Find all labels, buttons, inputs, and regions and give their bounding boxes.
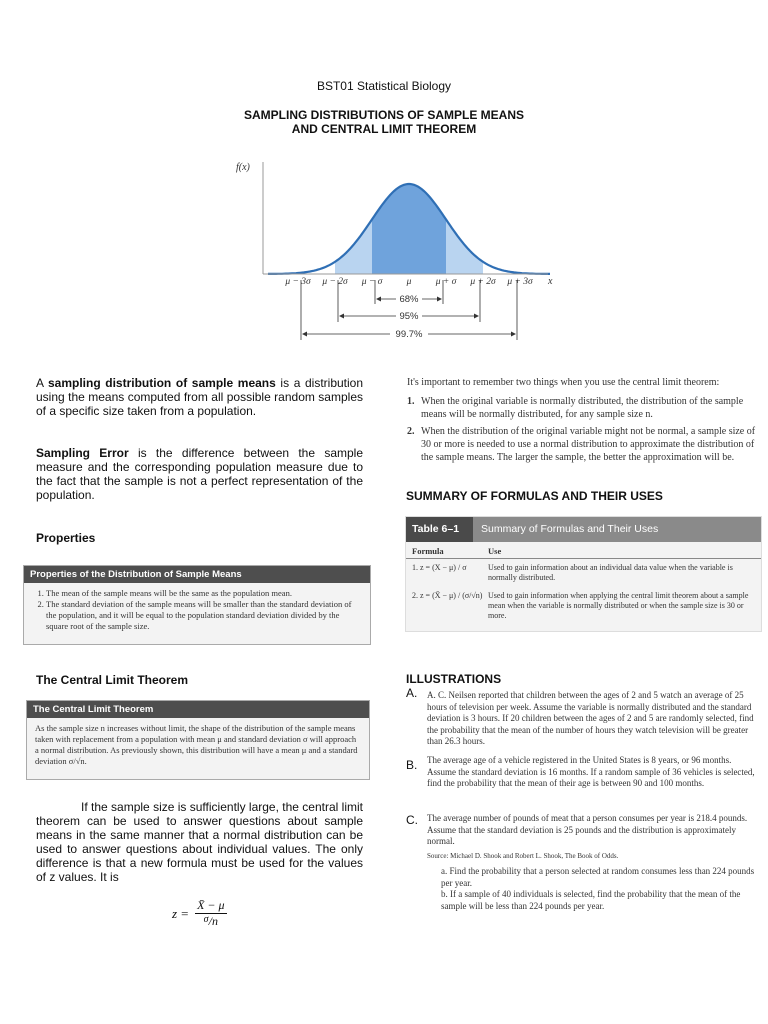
- x-tick-label: μ − 3σ: [285, 277, 311, 287]
- illustration-c-text: The average number of pounds of meat that a person consumes per year is 218.4 pounds. Assume that the standard deviation is 25 pounds and the distribution is approximately normal. Source: Michael D. Shook and Robert L. Shook, The Book of Odds. a. Find the probability that a person selected at random consumes less than 224 pounds per year. b. If a sample of 40 individuals is selected, find the probability that the mean of the sample will be less than 224 pounds per year.: [427, 813, 762, 912]
- label-99-7-percent: 99.7%: [395, 329, 423, 340]
- properties-box: [23, 565, 371, 645]
- label-68-percent: 68%: [399, 294, 419, 305]
- property-item: 2. The standard deviation of the sample means will be smaller than the standard deviation of the population, and it will be equal to the population standard deviation divided by the square root of the sample size.: [46, 599, 362, 632]
- illustration-b-letter: B.: [406, 758, 418, 772]
- properties-box-title: Properties of the Distribution of Sample Means: [24, 566, 370, 583]
- reminder-item: 1. When the original variable is normally distributed, the distribution of the sample means will be normally distributed, for any sample size n.: [407, 396, 744, 420]
- summary-heading: SUMMARY OF FORMULAS AND THEIR USES: [406, 489, 663, 503]
- table-title: Summary of Formulas and Their Uses: [473, 517, 761, 542]
- normal-curve-figure: [230, 152, 560, 348]
- x-tick-label: μ − σ: [361, 277, 383, 287]
- area-68-percent: [372, 184, 446, 274]
- def1-pre: A: [36, 376, 48, 390]
- clt-box-title: The Central Limit Theorem: [27, 701, 369, 718]
- properties-box-body: [24, 583, 370, 637]
- col-use: Use: [488, 546, 502, 556]
- x-axis-label: x: [548, 276, 553, 287]
- table-label: Table 6–1: [406, 517, 473, 542]
- illustration-a-letter: A.: [406, 686, 418, 700]
- x-tick-label: μ + 2σ: [470, 277, 496, 287]
- illustration-a-text: A. C. Neilsen reported that children between the ages of 2 and 5 watch an average of 25 hours of television per week. Assume the variable is normally distributed and the standard deviation is 3 hours. If 20 children between the ages of 2 and 5 are randomly selected, find the probability that the mean of the number of hours they watch television will be greater than 26.3 hours.: [427, 690, 754, 746]
- clt-box-body: As the sample size n increases without limit, the shape of the distribution of the sample means taken with replacement from a population with mean μ and standard deviation σ will approach a normal distribution. As previously shown, this distribution will have a mean μ and a standard deviation σ/√n.: [35, 723, 358, 766]
- definition-sampling-distribution: [36, 376, 363, 418]
- properties-heading: Properties: [36, 531, 96, 545]
- illustration-c-source: Source: Michael D. Shook and Robert L. Shook, The Book of Odds.: [427, 851, 619, 860]
- illustration-c-sub: b. If a sample of 40 individuals is selected, find the probability that the mean of the sample will be less than 224 pounds per year.: [441, 889, 741, 911]
- table-row: 1. z = (X − μ) / σ Used to gain information about an individual data value when the variable is normally distributed.: [412, 563, 733, 582]
- formula-numerator: X̄ − μ: [197, 898, 225, 912]
- formula-denominator: $^\sigma$/n: [203, 914, 218, 928]
- x-tick-label: μ + 3σ: [507, 277, 533, 287]
- illustration-b-text: The average age of a vehicle registered in the United States is 8 years, or 96 months. Assume the standard deviation is 16 months. If a random sample of 36 vehicles is selected, find the probability that the mean of their age is between 90 and 100 months.: [427, 755, 755, 788]
- formula-table: [405, 516, 762, 632]
- col-formula: Formula: [412, 546, 444, 556]
- x-tick-label: μ: [406, 277, 412, 287]
- label-95-percent: 95%: [399, 311, 419, 322]
- table-row: 2. z = (X̄ − μ) / (σ/√n) Used to gain information when applying the central limit theorem about a sample mean when the variable is normally distributed or when the sample size is 30 or more.: [412, 591, 749, 620]
- def2-term: Sampling Error: [36, 446, 129, 460]
- property-item: 1. The mean of the sample means will be the same as the population mean.: [46, 588, 362, 599]
- illustration-c-letter: C.: [406, 813, 418, 827]
- x-tick-label: μ − 2σ: [322, 277, 348, 287]
- formula-lhs: z =: [172, 905, 190, 921]
- course-title: BST01 Statistical Biology: [316, 79, 452, 93]
- clt-heading: The Central Limit Theorem: [36, 673, 189, 687]
- reminder-item: 2. When the distribution of the original variable might not be normal, a sample size of 30 or more is needed to use a normal distribution to approximate the distribution of the sample means. The larger the sample, the better the approximation will be.: [407, 426, 756, 463]
- definition-sampling-error: [36, 446, 363, 502]
- page-title: [0, 108, 768, 136]
- clt-paragraph: If the sample size is sufficiently large, the central limit theorem can be used to answer questions about sample means in the same manner that a normal distribution can be used to answer questions about individual values. The only difference is that a new formula must be used for the values of z values. It is: [36, 800, 363, 884]
- def1-term: sampling distribution of sample means: [47, 376, 276, 390]
- illustrations-heading: ILLUSTRATIONS: [406, 672, 502, 686]
- def1-post: is a distribution using the means computed from all possible random samples of a specific size taken from a population.: [36, 376, 364, 418]
- def2-post: is the difference between the sample measure and the corresponding population measure due to the fact that the sample is not a perfect representation of the population.: [36, 446, 363, 502]
- x-tick-label: μ + σ: [435, 277, 457, 287]
- clt-box: [26, 700, 370, 780]
- illustration-c-sub: a. Find the probability that a person selected at random consumes less than 224 pounds per year.: [441, 866, 755, 888]
- page-title-line1: SAMPLING DISTRIBUTIONS OF SAMPLE MEANS: [243, 108, 524, 122]
- z-formula: [172, 898, 227, 929]
- reminder-intro: It's important to remember two things when you use the central limit theorem:: [407, 377, 720, 388]
- y-axis-label: f(x): [236, 162, 250, 173]
- page-title-line2: AND CENTRAL LIMIT THEOREM: [291, 122, 477, 136]
- clt-reminders: [407, 376, 767, 464]
